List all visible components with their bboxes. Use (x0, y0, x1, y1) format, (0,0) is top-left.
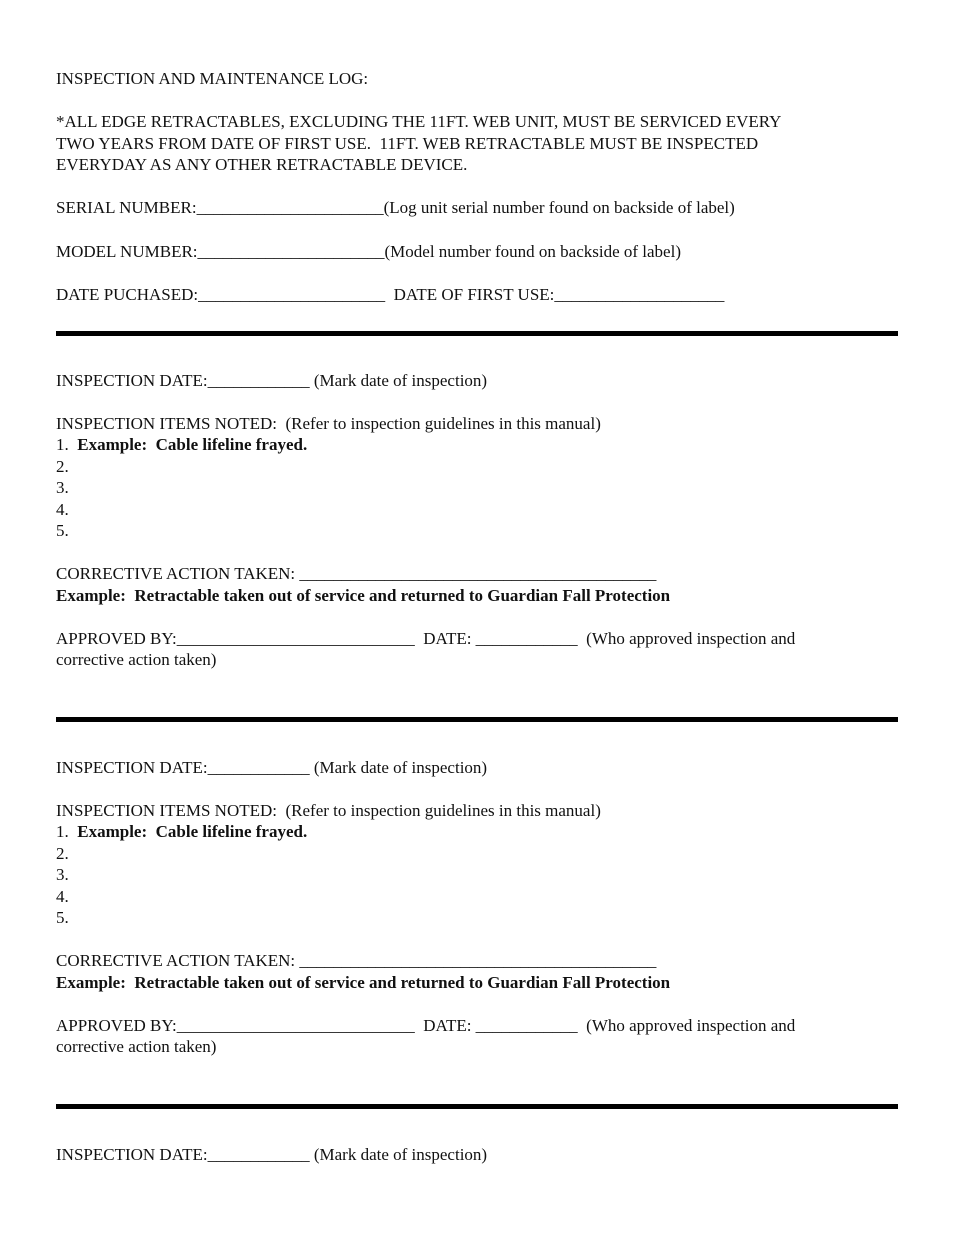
notice-line-1: *ALL EDGE RETRACTABLES, EXCLUDING THE 11FT. WEB UNIT, MUST BE SERVICED EVERY (56, 112, 782, 131)
inspection-item-5[interactable]: 5. (56, 521, 69, 540)
notice-line-3: EVERYDAY AS ANY OTHER RETRACTABLE DEVICE. (56, 155, 468, 174)
purchase-and-first-use-fields[interactable]: DATE PUCHASED:______________________ DATE OF FIRST USE:____________________ (56, 285, 725, 304)
corrective-action-field[interactable]: CORRECTIVE ACTION TAKEN: __________________________________________ (56, 951, 657, 970)
inspection-item-4[interactable]: 4. (56, 887, 69, 906)
inspection-item-2[interactable]: 2. (56, 844, 69, 863)
inspection-date-field[interactable]: INSPECTION DATE:____________ (Mark date of inspection) (56, 1145, 488, 1164)
corrective-action-example: Example: Retractable taken out of service and returned to Guardian Fall Protection (56, 973, 671, 992)
inspection-items-heading: INSPECTION ITEMS NOTED: (Refer to inspection guidelines in this manual) (56, 414, 601, 433)
approved-by-note: corrective action taken) (56, 650, 217, 669)
section-divider (56, 717, 898, 722)
document-title: INSPECTION AND MAINTENANCE LOG: (56, 69, 369, 88)
corrective-action-example: Example: Retractable taken out of service and returned to Guardian Fall Protection (56, 586, 671, 605)
item-number: 1. (56, 822, 78, 841)
inspection-date-field[interactable]: INSPECTION DATE:____________ (Mark date of inspection) (56, 758, 488, 777)
inspection-item-4[interactable]: 4. (56, 500, 69, 519)
inspection-items-heading: INSPECTION ITEMS NOTED: (Refer to inspection guidelines in this manual) (56, 801, 601, 820)
item-example: Example: Cable lifeline frayed. (77, 822, 308, 841)
inspection-item-5[interactable]: 5. (56, 908, 69, 927)
section-divider (56, 331, 898, 336)
inspection-item-2[interactable]: 2. (56, 457, 69, 476)
inspection-item-1 (56, 434, 307, 456)
serial-number-field[interactable]: SERIAL NUMBER:______________________(Log unit serial number found on backside of label) (56, 198, 735, 217)
corrective-action-field[interactable]: CORRECTIVE ACTION TAKEN: __________________________________________ (56, 564, 657, 583)
approved-by-note: corrective action taken) (56, 1037, 217, 1056)
inspection-item-3[interactable]: 3. (56, 478, 69, 497)
item-number: 1. (56, 435, 78, 454)
inspection-item-3[interactable]: 3. (56, 865, 69, 884)
inspection-item-1 (56, 821, 307, 843)
approved-by-field[interactable]: APPROVED BY:____________________________ DATE: ____________ (Who approved inspection and (56, 629, 796, 648)
item-example: Example: Cable lifeline frayed. (77, 435, 308, 454)
section-divider (56, 1104, 898, 1109)
model-number-field[interactable]: MODEL NUMBER:______________________(Model number found on backside of label) (56, 242, 681, 261)
inspection-date-field[interactable]: INSPECTION DATE:____________ (Mark date of inspection) (56, 371, 488, 390)
notice-line-2: TWO YEARS FROM DATE OF FIRST USE. 11FT. WEB RETRACTABLE MUST BE INSPECTED (56, 134, 759, 153)
approved-by-field[interactable]: APPROVED BY:____________________________ DATE: ____________ (Who approved inspection and (56, 1016, 796, 1035)
